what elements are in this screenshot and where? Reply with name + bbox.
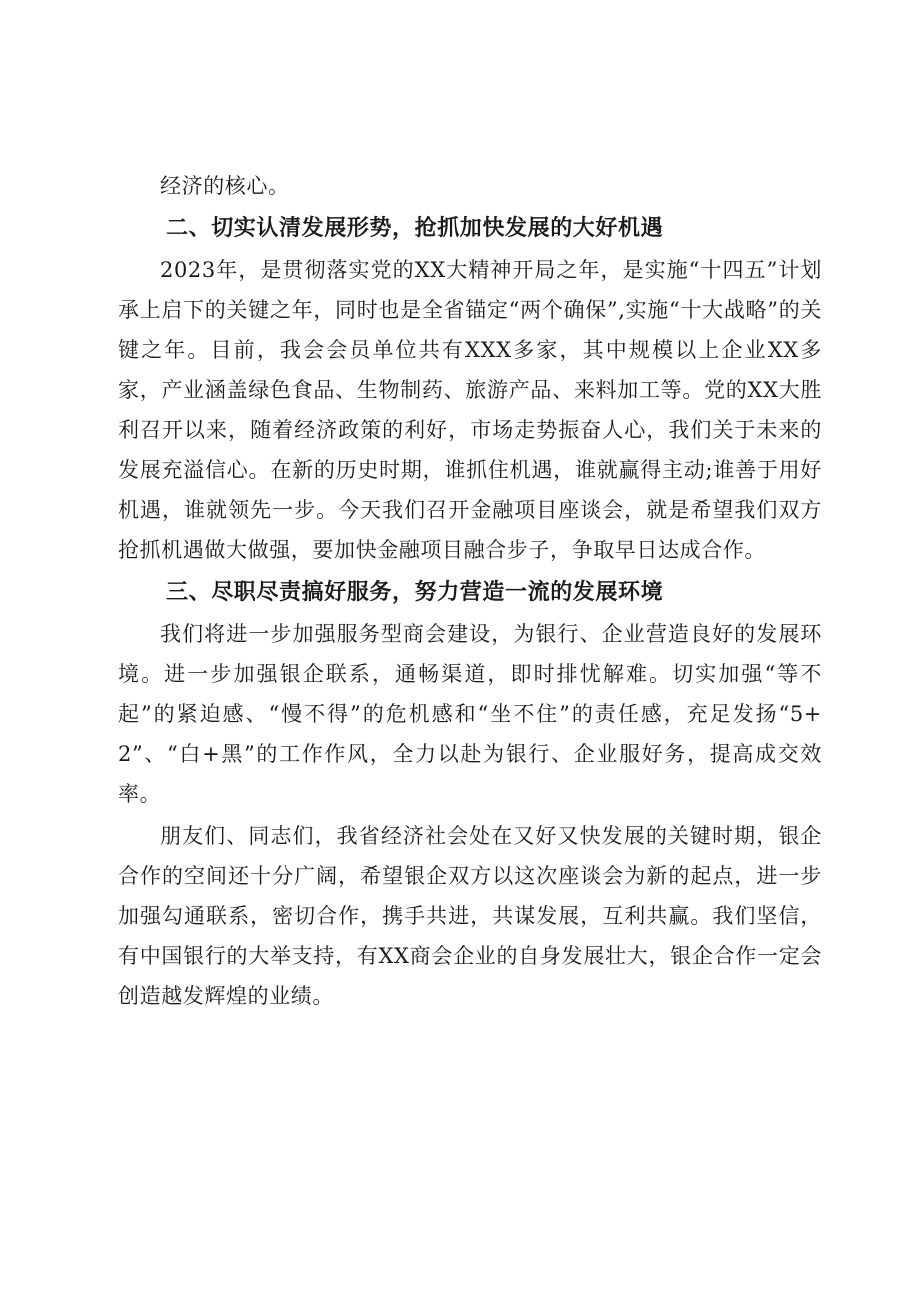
section-heading-3: 三、尽职尽责搞好服务，努力营造一流的发展环境 [166,580,664,605]
paragraph-service-environment: 我们将进一步加强服务型商会建设，为银行、企业营造良好的发展环境。进一步加强银企联系，通畅渠道，即时排忧解难。切实加强“等不起”的紧迫感、“慢不得”的危机感和“坐不住”的责任感，充足发扬“5+2”、“白+黑”的工作作风，全力以赴为银行、企业服好务，提高成交效率。 [118,622,822,806]
paragraph-continuation: 经济的核心。 [160,174,290,198]
document-body [118,166,822,1016]
section-heading-2: 二、切实认清发展形势，抢抓加快发展的大好机遇 [166,216,664,241]
paragraph-development-situation: 2023年，是贯彻落实党的XX大精神开局之年，是实施“十四五”计划承上启下的关键之年，同时也是全省锚定“两个确保”,实施“十大战略”的关键之年。目前，我会会员单位共有XXX多家，其中规模以上企业XX多家，产业涵盖绿色食品、生物制药、旅游产品、来料加工等。党的XX大胜利召开以来，随着经济政策的利好，市场走势振奋人心，我们关于未来的发展充溢信心。在新的历史时期，谁抓住机遇，谁就赢得主动;谁善于用好机遇，谁就领先一步。今天我们召开金融项目座谈会，就是希望我们双方抢抓机遇做大做强，要加快金融项目融合步子，争取早日达成合作。 [118,258,822,562]
paragraph-closing: 朋友们、同志们，我省经济社会处在又好又快发展的关键时期，银企合作的空间还十分广阔，希望银企双方以这次座谈会为新的起点，进一步加强勾通联系，密切合作，携手共进，共谋发展，互利共赢。我们坚信，有中国银行的大举支持，有XX商会企业的自身发展壮大，银企合作一定会创造越发辉煌的业绩。 [118,824,822,1008]
